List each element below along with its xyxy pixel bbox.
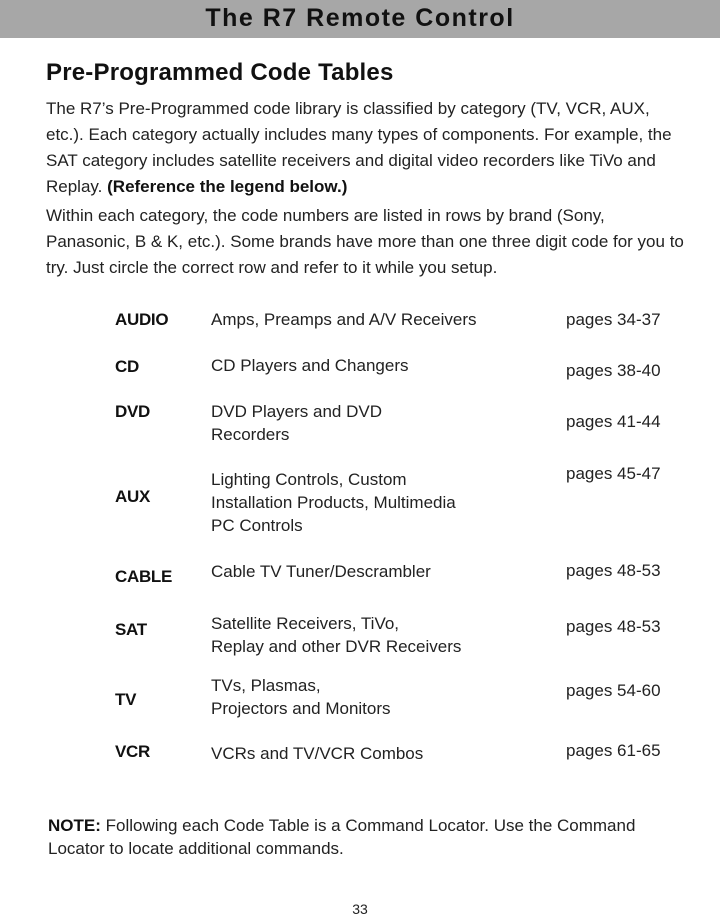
intro-paragraph-2: Within each category, the code numbers are listed in rows by brand (Sony, Panasonic, B & K, etc.). Some brands have more than one three digit code for you to try. Just circle the correct row and refer to it while you setup.	[46, 206, 684, 277]
legend-description-line: Satellite Receivers, TiVo,	[211, 614, 400, 633]
legend-pages: pages 61-65	[566, 741, 661, 760]
legend-pages: pages 45-47	[566, 464, 661, 483]
legend-description-line: Cable TV Tuner/Descrambler	[211, 562, 431, 581]
legend-category: AUX	[115, 487, 150, 506]
legend-category: CABLE	[115, 567, 173, 586]
legend-description-line: Amps, Preamps and A/V Receivers	[211, 310, 477, 329]
legend-reference-emphasis: (Reference the legend below.)	[107, 177, 348, 196]
legend-description-line: CD Players and Changers	[211, 356, 409, 375]
legend-pages: pages 54-60	[566, 681, 661, 700]
legend-description	[211, 612, 541, 658]
legend-description-line: Projectors and Monitors	[211, 699, 391, 718]
legend-category: DVD	[115, 402, 150, 421]
intro-paragraph-1	[46, 96, 686, 200]
legend-description	[211, 400, 541, 446]
legend-category: TV	[115, 690, 137, 709]
legend-pages: pages 38-40	[566, 361, 661, 380]
note	[48, 814, 688, 860]
legend-pages: pages 34-37	[566, 310, 661, 329]
legend-pages: pages 48-53	[566, 617, 661, 636]
legend-description	[211, 468, 541, 537]
legend-description-line: Installation Products, Multimedia	[211, 493, 456, 512]
legend-description	[211, 742, 541, 765]
legend-description-line: Lighting Controls, Custom	[211, 470, 407, 489]
note-text: Following each Code Table is a Command Locator. Use the Command Locator to locate additional commands.	[48, 816, 636, 858]
legend-pages: pages 41-44	[566, 412, 661, 431]
note-label: NOTE:	[48, 816, 101, 835]
legend-description-line: DVD Players and DVD	[211, 402, 383, 421]
header-bar	[0, 0, 720, 38]
legend-category: SAT	[115, 620, 147, 639]
legend-category: VCR	[115, 742, 150, 761]
intro-paragraph-1-text: The R7’s Pre-Programmed code library is classified by category (TV, VCR, AUX, etc.). Each category actually includes many types of components. For example, the SAT category includes satellite receivers and digital video recorders like TiVo and Replay.	[46, 99, 672, 196]
legend-description	[211, 308, 541, 331]
page-number: 33	[352, 901, 368, 917]
legend-description	[211, 560, 541, 583]
legend-category: CD	[115, 357, 139, 376]
section-title: Pre-Programmed Code Tables	[46, 59, 394, 86]
legend-description	[211, 674, 541, 720]
legend-description	[211, 354, 541, 377]
legend-description-line: VCRs and TV/VCR Combos	[211, 744, 424, 763]
legend-description-line: Replay and other DVR Receivers	[211, 637, 462, 656]
legend-description-line: Recorders	[211, 425, 290, 444]
legend-pages: pages 48-53	[566, 561, 661, 580]
page-header-title: The R7 Remote Control	[205, 4, 515, 32]
legend-description-line: TVs, Plasmas,	[211, 676, 321, 695]
legend-category: AUDIO	[115, 310, 169, 329]
legend-description-line: PC Controls	[211, 516, 303, 535]
